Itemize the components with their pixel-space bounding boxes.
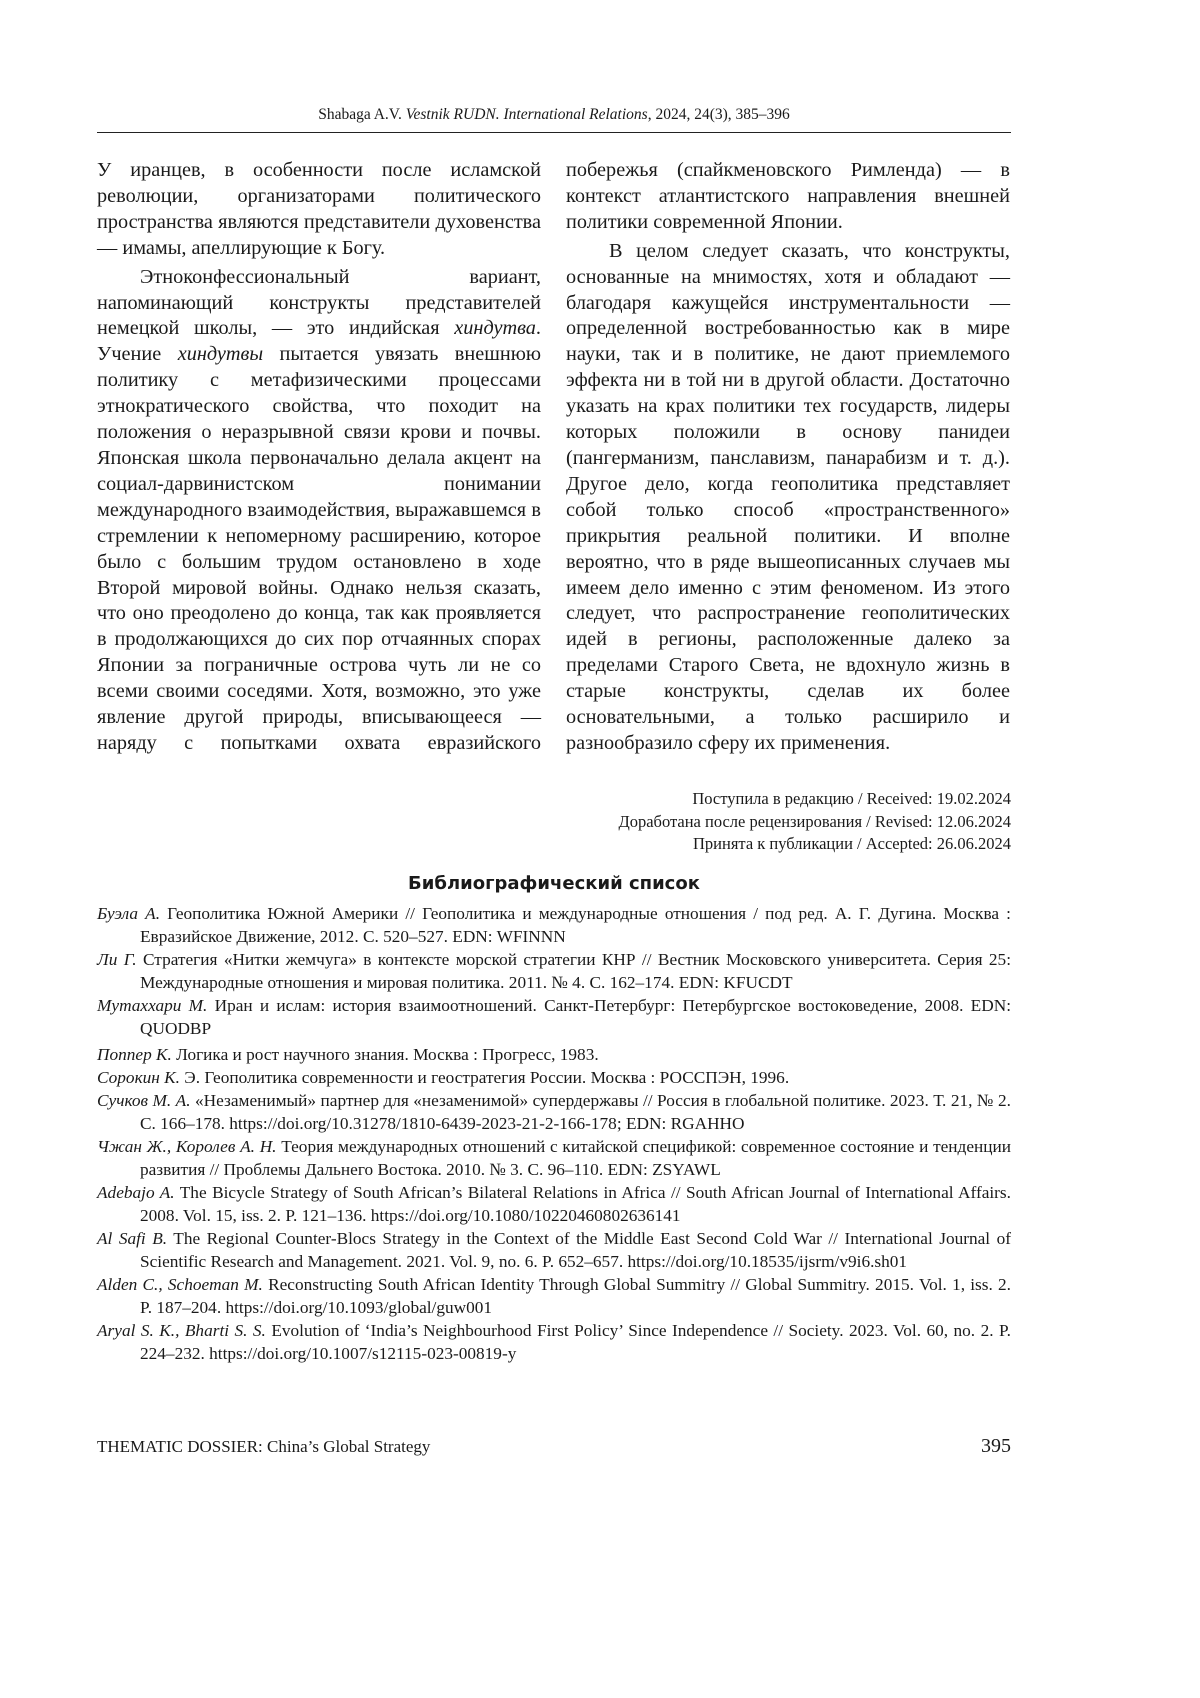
bib-author: Мутаххари М. <box>97 996 207 1015</box>
bib-entry <box>97 1319 1011 1365</box>
bib-text: Иран и ислам: история взаимоотношений. Санкт-Петербург: Петербургское востоковедение, 2008. EDN: QUODBP <box>140 996 1011 1038</box>
bibliography-list <box>97 902 1011 1365</box>
bib-entry <box>97 1181 1011 1227</box>
page-footer <box>97 1437 1011 1457</box>
text: . Учение <box>97 317 541 365</box>
article-dates <box>540 788 1011 856</box>
paragraph <box>97 265 541 757</box>
page-number: 395 <box>981 1435 1011 1458</box>
footer-section: THEMATIC DOSSIER <box>97 1437 258 1456</box>
bib-author: Поппер К. <box>97 1045 172 1064</box>
bib-author: Ли Г. <box>97 950 137 969</box>
italic-term: хиндутвы <box>178 343 263 365</box>
bib-text: Логика и рост научного знания. Москва : Прогресс, 1983. <box>172 1045 599 1064</box>
bib-text: The Regional Counter-Blocs Strategy in the Context of the Middle East Second Cold War // International Journal of Scientific Research and Management. 2021. Vol. 9, no. 6. P. 652–657. https://doi.org/10.18535/ijsrm/v9i6.sh01 <box>140 1229 1011 1271</box>
bib-text: Геополитика Южной Америки // Геополитика и международные отношения / под ред. А. Г. Дугина. Москва : Евразийское Движение, 2012. С. 520–527. EDN: WFINNN <box>140 904 1011 946</box>
paragraph: побережья (спайкменовского Римленда) — в контекст атлантистского направления внешней политики современной Японии. <box>566 158 1010 236</box>
bib-author: Буэла А. <box>97 904 160 923</box>
running-header <box>97 106 1011 124</box>
bib-text: Э. Геополитика современности и геостратегия России. Москва : РОССПЭН, 1996. <box>180 1068 789 1087</box>
bib-entry <box>97 1043 1011 1066</box>
received-date: Поступила в редакцию / Received: 19.02.2024 <box>540 788 1011 811</box>
revised-date: Доработана после рецензирования / Revised: 12.06.2024 <box>540 811 1011 834</box>
bib-text: Reconstructing South African Identity Through Global Summitry // Global Summitry. 2015. Vol. 1, iss. 2. P. 187–204. https://doi.org/10.1093/global/guw001 <box>140 1275 1011 1317</box>
right-column <box>566 158 1010 757</box>
text: Этноконфессиональный вариант, напоминающий конструкты представителей немецкой школы, — это индийская <box>97 266 541 340</box>
paragraph: В целом следует сказать, что конструкты, основанные на мнимостях, хотя и обладают — благодаря кажущейся инструментальности — определенной востребованностью как в мире науки, так и в политике, не дают приемлемого эффекта ни в той ни в другой области. Достаточно указать на крах политики тех государств, лидеры которых положили в основу панидеи (пангерманизм, панславизм, панарабизм и т. д.). Другое дело, когда геополитика представляет собой только способ «пространственного» прикрытия реальной политики. И вполне вероятно, что в ряде вышеописанных случаев мы имеем дело именно с этим феноменом. Из этого следует, что распространение геополитических идей в регионы, расположенные далеко за пределами Старого Света, не вдохнуло жизнь в старые конструкты, сделав их более основательными, а только расширило и разнообразило сферу их применения. <box>566 239 1010 757</box>
bib-author: Adebajo A. <box>97 1183 175 1202</box>
bib-entry <box>97 948 1011 994</box>
bib-text: The Bicycle Strategy of South African’s Bilateral Relations in Africa // South African Journal of International Affairs. 2008. Vol. 15, iss. 2. P. 121–136. https://doi.org/10.1080/10220460802636141 <box>140 1183 1011 1225</box>
bib-text: Теория международных отношений с китайской спецификой: современное состояние и тенденции развития // Проблемы Дальнего Востока. 2010. № 3. С. 96–110. EDN: ZSYAWL <box>140 1137 1011 1179</box>
footer-title: : China’s Global Strategy <box>258 1437 430 1456</box>
bibliography-title: Библиографический список <box>97 873 1011 894</box>
bib-text: «Незаменимый» партнер для «незаменимой» супердержавы // Россия в глобальной политике. 2023. Т. 21, № 2. С. 166–178. https://doi.org/10.31278/1810-6439-2023-21-2-166-178; EDN: RGAHHO <box>140 1091 1011 1133</box>
bib-author: Чжан Ж., Королев А. Н. <box>97 1137 277 1156</box>
bib-entry <box>97 902 1011 948</box>
bib-author: Aryal S. K., Bharti S. S. <box>97 1321 266 1340</box>
bib-author: Alden C., Schoeman M. <box>97 1275 263 1294</box>
header-authors: Shabaga A.V. <box>318 106 406 123</box>
paragraph: У иранцев, в особенности после исламской революции, организаторами политического пространства являются представители духовенства — имамы, апеллирующие к Богу. <box>97 158 541 262</box>
bib-entry <box>97 994 1011 1040</box>
header-journal: Vestnik RUDN. International Relations <box>406 106 648 123</box>
bib-entry <box>97 1227 1011 1273</box>
bib-author: Al Safi B. <box>97 1229 167 1248</box>
bib-author: Сучков М. А. <box>97 1091 191 1110</box>
header-rule <box>97 132 1011 133</box>
bib-text: Evolution of ‘India’s Neighbourhood First Policy’ Since Independence // Society. 2023. Vol. 60, no. 2. P. 224–232. https://doi.org/10.1007/s12115-023-00819-y <box>140 1321 1011 1363</box>
bib-author: Сорокин К. <box>97 1068 180 1087</box>
bib-entry <box>97 1089 1011 1135</box>
bib-entry <box>97 1066 1011 1089</box>
italic-term: хиндутва <box>454 317 536 339</box>
left-column <box>97 158 541 757</box>
accepted-date: Принята к публикации / Accepted: 26.06.2024 <box>540 833 1011 856</box>
header-details: , 2024, 24(3), 385–396 <box>648 106 790 123</box>
bib-entry <box>97 1273 1011 1319</box>
text: пытается увязать внешнюю политику с метафизическими процессами этнократического свойства, что походит на положения о неразрывной связи крови и почвы. Японская школа первоначально делала акцент на социал-дарвинистском понимании международного взаимодействия, выражавшемся в стремлении к непомерному расширению, которое было с большим трудом остановлено в ходе Второй мировой войны. Однако нельзя сказать, что оно преодолено до конца, так как проявляется в продолжающихся до сих пор отчаянных спорах Японии за пограничные острова чуть ли не со всеми своими соседями. Хотя, возможно, это уже явление другой природы, вписывающееся — наряду с попытками охвата евразийского <box>97 343 541 754</box>
bib-entry <box>97 1135 1011 1181</box>
bib-text: Стратегия «Нитки жемчуга» в контексте морской стратегии КНР // Вестник Московского университета. Серия 25: Международные отношения и мировая политика. 2011. № 4. С. 162–174. EDN: KFUCDT <box>137 950 1011 992</box>
